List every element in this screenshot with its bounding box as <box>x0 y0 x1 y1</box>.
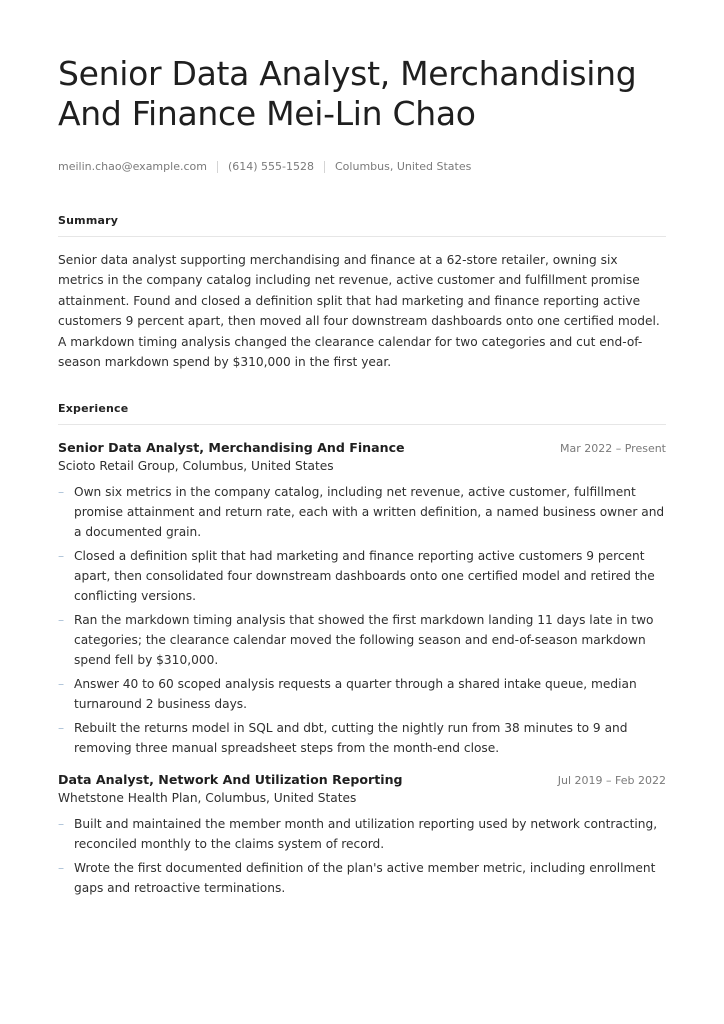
job-entry <box>58 440 666 758</box>
experience-section <box>58 402 666 898</box>
dash-bullet-icon: – <box>58 485 65 500</box>
job-header <box>58 440 666 455</box>
job-bullet <box>58 858 666 898</box>
job-bullet-list <box>58 814 666 898</box>
dash-bullet-icon: – <box>58 817 65 832</box>
email-text: meilin.chao@example.com <box>58 160 207 173</box>
job-bullet-text: Closed a definition split that had marketing and finance reporting active customers 9 percent apart, then consolidated four downstream dashboards onto one certified model and retired the conflicting versions. <box>74 549 655 604</box>
job-title: Data Analyst, Network And Utilization Reporting <box>58 772 403 788</box>
job-bullet-text: Wrote the first documented definition of the plan's active member metric, including enrollment gaps and retroactive terminations. <box>74 861 656 896</box>
dash-bullet-icon: – <box>58 549 65 564</box>
phone-text: (614) 555-1528 <box>227 160 314 173</box>
contact-line <box>58 160 666 174</box>
page-title: Senior Data Analyst, Merchandising And Finance Mei-Lin Chao <box>58 54 637 133</box>
job-company: Scioto Retail Group, Columbus, United States <box>58 459 334 474</box>
job-bullet <box>58 814 666 854</box>
job-dates: Jul 2019 – Feb 2022 <box>557 774 666 788</box>
job-bullet <box>58 718 666 758</box>
job-entry <box>58 772 666 898</box>
job-bullet <box>58 674 666 714</box>
location-text: Columbus, United States <box>335 160 472 173</box>
divider <box>324 161 325 173</box>
divider <box>217 161 218 173</box>
dash-bullet-icon: – <box>58 721 65 736</box>
job-bullet-text: Ran the markdown timing analysis that showed the first markdown landing 11 days late in two categories; the clearance calendar moved the following season and end-of-season markdown spend fell by $310,000. <box>74 613 654 668</box>
section-heading-summary: Summary <box>58 214 666 237</box>
job-bullet-text: Own six metrics in the company catalog, including net revenue, active customer, fulfillment promise attainment and return rate, each with a written definition, a named business owner and a documented grain. <box>74 485 665 540</box>
dash-bullet-icon: – <box>58 861 65 876</box>
job-bullet <box>58 546 666 606</box>
job-dates: Mar 2022 – Present <box>559 442 666 456</box>
summary-paragraph: Senior data analyst supporting merchandising and finance at a 62-store retailer, owning six metrics in the company catalog including net revenue, active customer and fulfillment promise attainment. Found and closed a definition split that had marketing and finance reporting active customers 9 percent apart, then moved all four downstream dashboards onto one certified model. A markdown timing analysis changed the clearance calendar for two categories and cut end-of-season markdown spend by $310,000 in the first year. <box>58 253 660 370</box>
job-bullet-text: Rebuilt the returns model in SQL and dbt, cutting the nightly run from 38 minutes to 9 and removing three manual spreadsheet steps from the month-end close. <box>74 721 628 756</box>
job-bullet-text: Answer 40 to 60 scoped analysis requests a quarter through a shared intake queue, median turnaround 2 business days. <box>74 677 637 712</box>
job-company: Whetstone Health Plan, Columbus, United States <box>58 791 357 806</box>
dash-bullet-icon: – <box>58 613 65 628</box>
job-header <box>58 772 666 787</box>
job-bullet-text: Built and maintained the member month and utilization reporting used by network contracting, reconciled monthly to the claims system of record. <box>74 817 658 852</box>
dash-bullet-icon: – <box>58 677 65 692</box>
job-bullet <box>58 482 666 542</box>
job-title: Senior Data Analyst, Merchandising And Finance <box>58 440 405 456</box>
section-heading-experience: Experience <box>58 402 666 425</box>
job-bullet <box>58 610 666 670</box>
summary-section <box>58 214 666 372</box>
job-bullet-list <box>58 482 666 758</box>
